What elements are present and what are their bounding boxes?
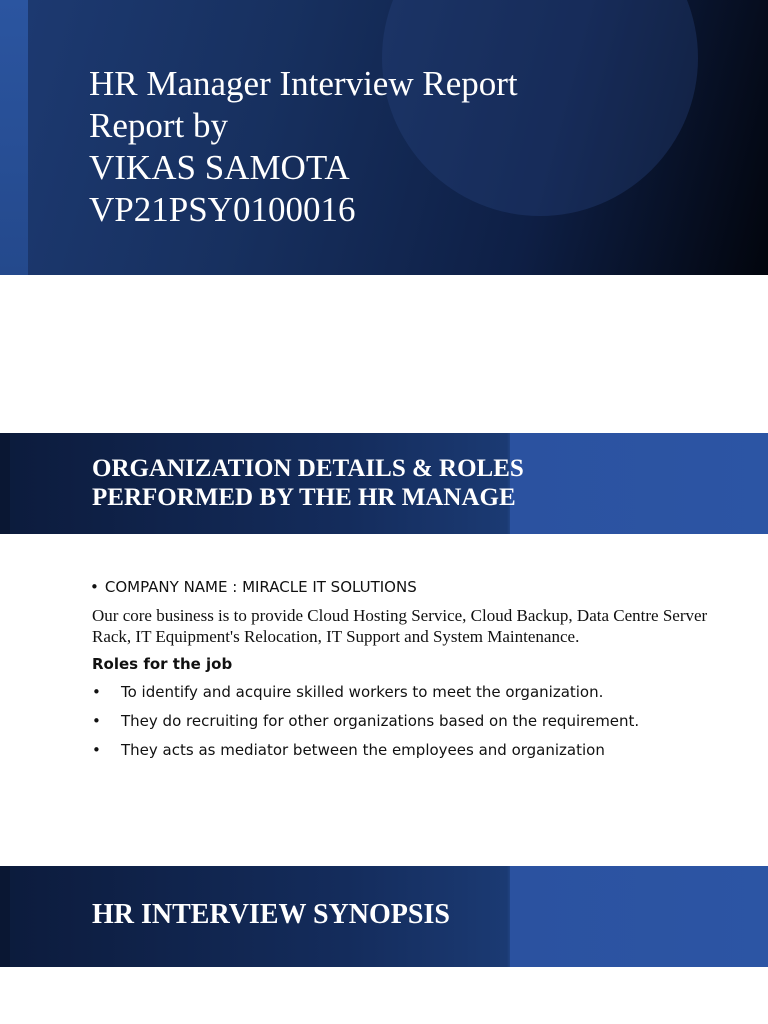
role-text: To identify and acquire skilled workers to meet the organization.: [121, 683, 604, 701]
bullet-icon: •: [92, 712, 101, 730]
role-text: They do recruiting for other organizations based on the requirement.: [121, 712, 640, 730]
banner-accent-strip: [0, 433, 10, 534]
company-name-line: [90, 576, 712, 598]
section-title-organization: [92, 454, 524, 512]
banner-accent-block: [510, 866, 768, 967]
title-accent-strip: [0, 0, 28, 275]
section-title-line: PERFORMED BY THE HR MANAGE: [92, 484, 516, 511]
roles-heading: Roles for the job: [92, 655, 233, 673]
author-id: VP21PSY0100016: [89, 190, 356, 229]
company-name: COMPANY NAME : MIRACLE IT SOLUTIONS: [104, 578, 417, 596]
banner-accent-block: [510, 433, 768, 534]
list-item: [92, 681, 712, 703]
business-description: Our core business is to provide Cloud Hosting Service, Cloud Backup, Data Centre Server Rack, IT Equipment's Relocation, IT Support and System Maintenance.: [92, 606, 708, 646]
report-by-label: Report by: [89, 106, 229, 145]
title-slide: [0, 0, 768, 275]
banner-accent-strip: [0, 866, 10, 967]
section-banner-organization: [0, 433, 768, 534]
role-text: They acts as mediator between the employees and organization: [121, 741, 605, 759]
report-title-block: [89, 63, 729, 231]
roles-list: [92, 681, 712, 761]
section-title-synopsis: HR INTERVIEW SYNOPSIS: [92, 899, 450, 930]
organization-content: [92, 576, 712, 768]
list-item: [92, 710, 712, 732]
bullet-icon: •: [92, 741, 101, 759]
report-title: HR Manager Interview Report: [89, 64, 518, 103]
bullet-icon: •: [92, 683, 101, 701]
author-name: VIKAS SAMOTA: [89, 148, 350, 187]
section-title-line: ORGANIZATION DETAILS & ROLES: [92, 455, 524, 482]
section-banner-synopsis: [0, 866, 768, 967]
bullet-icon: •: [90, 578, 99, 596]
list-item: [92, 739, 712, 761]
